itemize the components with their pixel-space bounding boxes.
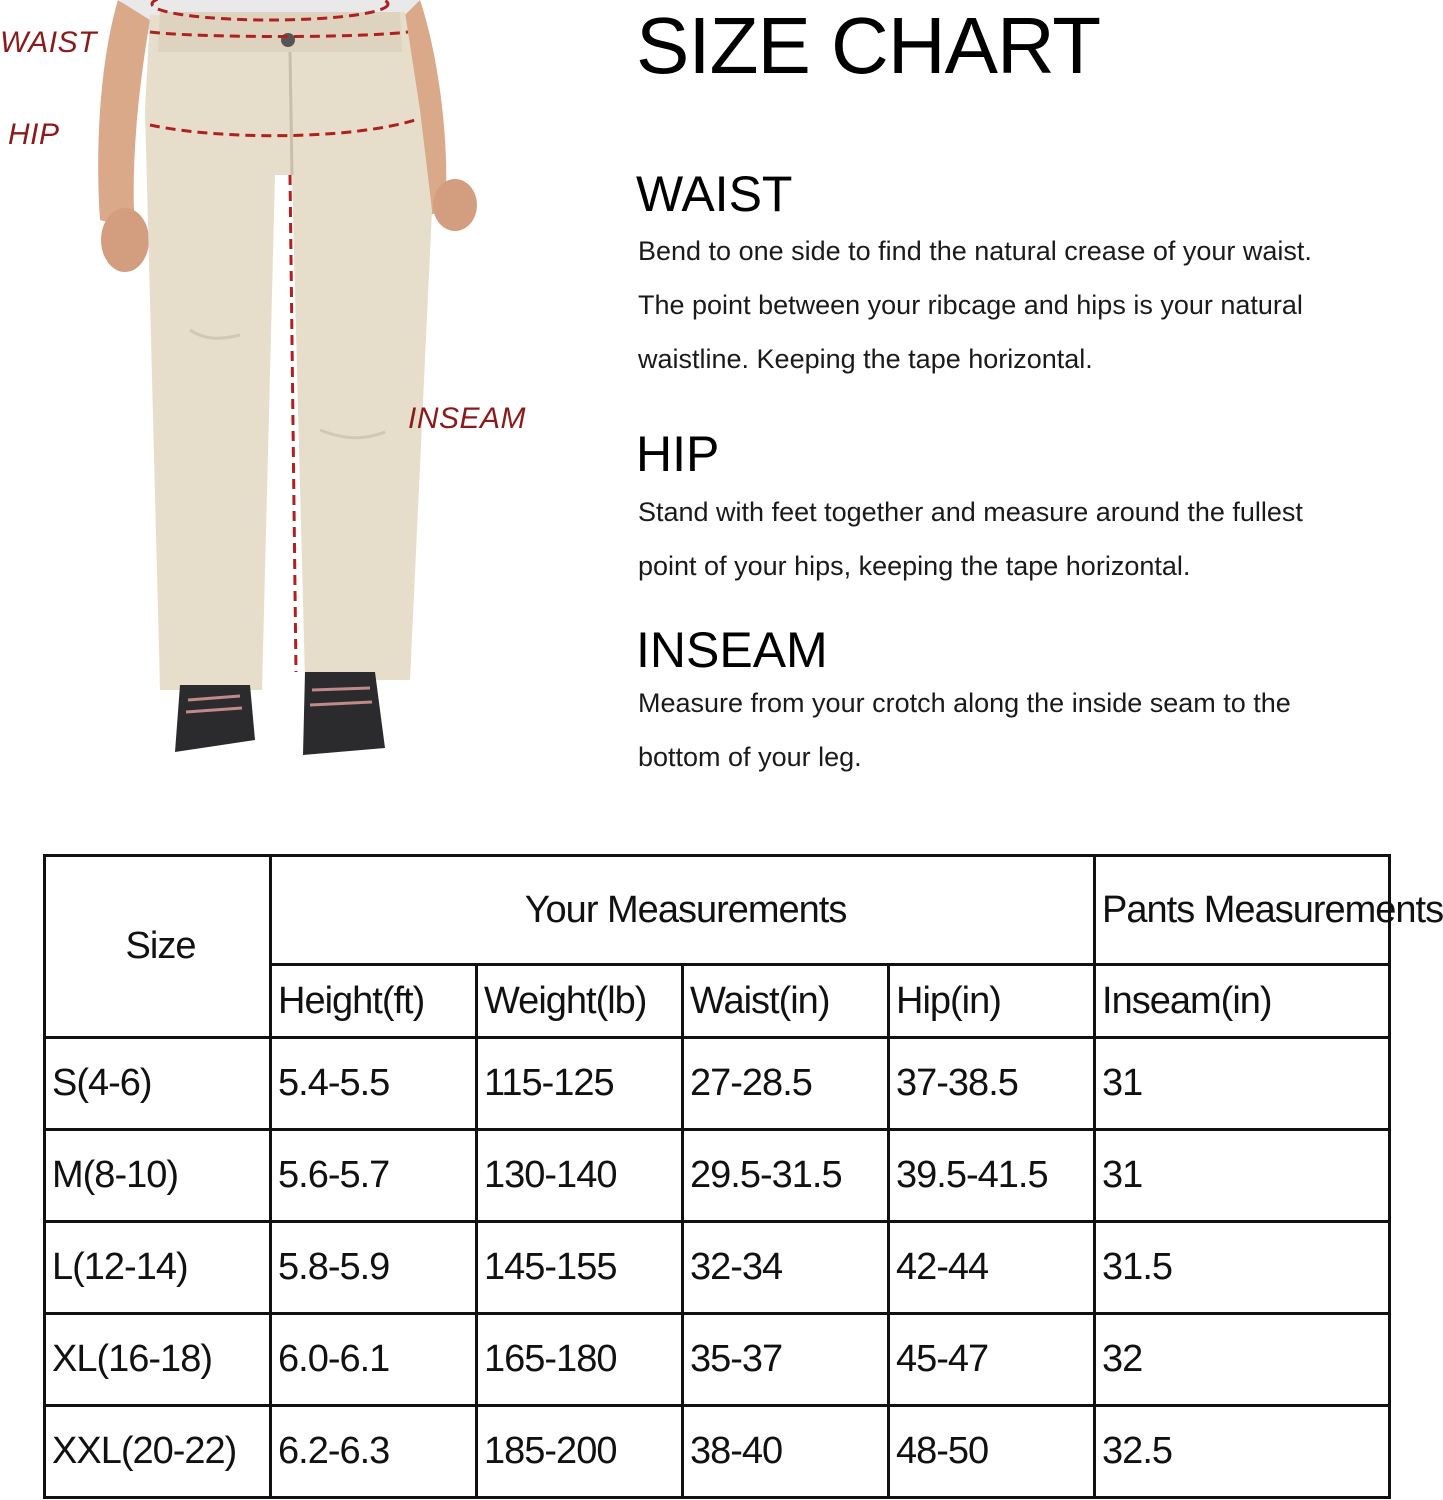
- table-cell: 39.5-41.5: [889, 1130, 1095, 1222]
- table-row: [45, 1222, 1390, 1314]
- table-cell: 31: [1095, 1130, 1390, 1222]
- hip-heading: HIP: [636, 426, 720, 482]
- table-cell: XXL(20-22): [45, 1406, 271, 1498]
- table-cell: 32.5: [1095, 1406, 1390, 1498]
- table-cell: M(8-10): [45, 1130, 271, 1222]
- hip-line: point of your hips, keeping the tape horizontal.: [638, 551, 1191, 581]
- table-cell: S(4-6): [45, 1038, 271, 1130]
- inseam-line: Measure from your crotch along the inside seam to the: [638, 688, 1291, 718]
- table-cell: 185-200: [477, 1406, 683, 1498]
- table-cell: 38-40: [683, 1406, 889, 1498]
- table-cell: 6.2-6.3: [271, 1406, 477, 1498]
- inseam-figure-label: INSEAM: [408, 402, 527, 435]
- table-cell: 45-47: [889, 1314, 1095, 1406]
- size-table: [43, 854, 1443, 1499]
- table-cell: 5.4-5.5: [271, 1038, 477, 1130]
- table-cell: 32-34: [683, 1222, 889, 1314]
- table-cell: 42-44: [889, 1222, 1095, 1314]
- table-cell: L(12-14): [45, 1222, 271, 1314]
- inseam-description: [638, 676, 1419, 784]
- column-header: Waist(in): [683, 965, 889, 1038]
- table-header-row: [45, 856, 1390, 965]
- table-cell: 5.8-5.9: [271, 1222, 477, 1314]
- table-cell: 115-125: [477, 1038, 683, 1130]
- table-row: [45, 1130, 1390, 1222]
- column-header: Weight(lb): [477, 965, 683, 1038]
- table-cell: 145-155: [477, 1222, 683, 1314]
- your-measurements-header: Your Measurements: [271, 856, 1095, 965]
- table-cell: XL(16-18): [45, 1314, 271, 1406]
- waist-figure-label: WAIST: [0, 26, 97, 59]
- inseam-heading: INSEAM: [636, 622, 828, 678]
- pants-measurements-header: Pants Measurements: [1095, 856, 1390, 965]
- page-title: SIZE CHART: [636, 1, 1101, 90]
- waist-description: [638, 224, 1419, 386]
- hip-description: [638, 485, 1419, 593]
- table-row: [45, 1406, 1390, 1498]
- table-row: [45, 1314, 1390, 1406]
- table-cell: 130-140: [477, 1130, 683, 1222]
- table-cell: 27-28.5: [683, 1038, 889, 1130]
- hip-line: Stand with feet together and measure around the fullest: [638, 497, 1303, 527]
- hip-figure-label: HIP: [8, 118, 60, 151]
- waist-line: The point between your ribcage and hips is your natural: [638, 290, 1303, 320]
- pants-illustration: [0, 0, 560, 790]
- waist-line: Bend to one side to find the natural crease of your waist.: [638, 236, 1312, 266]
- table-cell: 165-180: [477, 1314, 683, 1406]
- model-figure: [0, 0, 560, 790]
- column-header: Inseam(in): [1095, 965, 1390, 1038]
- table-cell: 31: [1095, 1038, 1390, 1130]
- waist-line: waistline. Keeping the tape horizontal.: [638, 344, 1093, 374]
- table-cell: 48-50: [889, 1406, 1095, 1498]
- table-cell: 29.5-31.5: [683, 1130, 889, 1222]
- table-cell: 31.5: [1095, 1222, 1390, 1314]
- waist-heading: WAIST: [636, 166, 793, 222]
- column-header: Hip(in): [889, 965, 1095, 1038]
- table-cell: 6.0-6.1: [271, 1314, 477, 1406]
- inseam-line: bottom of your leg.: [638, 742, 862, 772]
- table-row: [45, 1038, 1390, 1130]
- column-header: Height(ft): [271, 965, 477, 1038]
- size-header: Size: [45, 856, 271, 1038]
- table-cell: 37-38.5: [889, 1038, 1095, 1130]
- table-cell: 5.6-5.7: [271, 1130, 477, 1222]
- table-cell: 35-37: [683, 1314, 889, 1406]
- table-cell: 32: [1095, 1314, 1390, 1406]
